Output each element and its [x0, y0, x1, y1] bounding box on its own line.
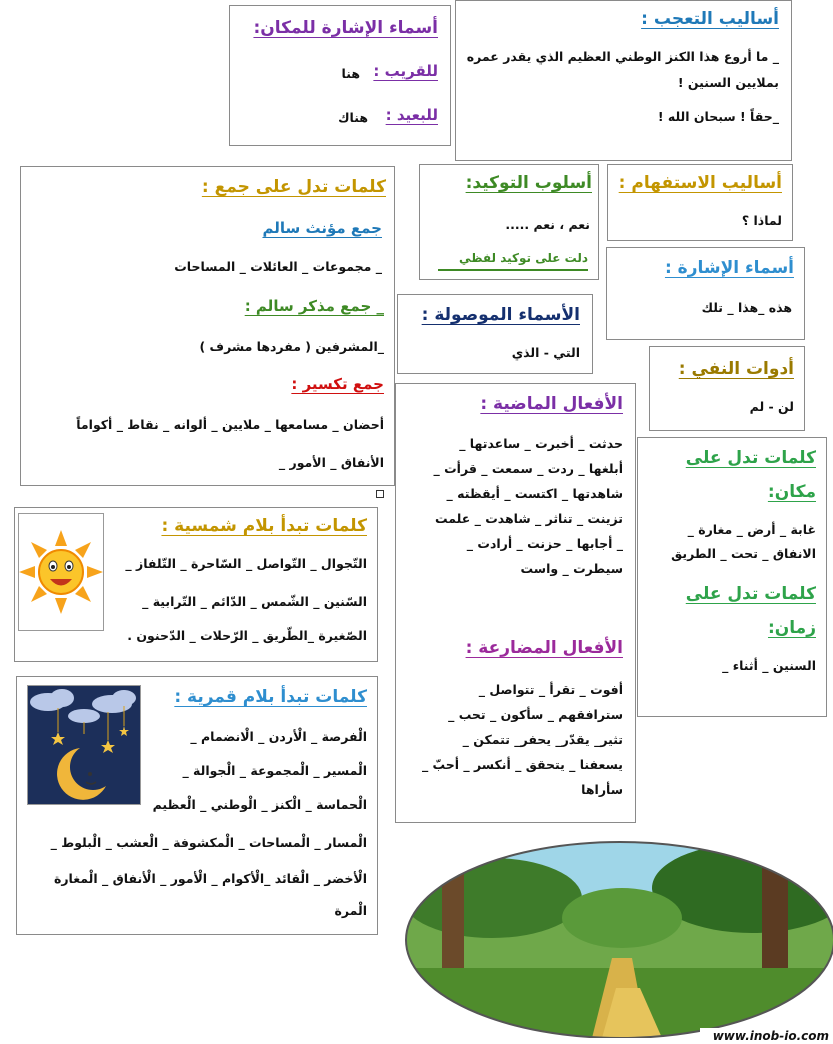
negation-line: لن - لم	[749, 399, 794, 414]
place-demonstratives-box	[229, 5, 451, 146]
emphasis-line: نعم ، نعم .....	[505, 217, 590, 232]
place-words-line-1: غابة _ أرض _ مغارة _	[687, 522, 816, 537]
present-verbs-line-5: سأراها	[581, 782, 623, 797]
negation-title: أدوات النفي :	[678, 359, 794, 379]
sound-masculine-plural-line: _المشرفين ( مفردها مشرف )	[199, 339, 384, 354]
demonstratives-title: أسماء الإشارة :	[664, 258, 794, 278]
present-verbs-line-3: تثير_ يقدّر_ يحفر_ تتمكن _	[462, 732, 623, 747]
past-verbs-line-2: أبلغها _ ردت _ سمعت _ قرأت _	[433, 461, 623, 476]
sun-letters-box	[14, 507, 378, 662]
near-label: للقريب :	[373, 62, 438, 80]
past-verbs-line-5: _ أجابها _ حزنت _ أرادت _	[466, 536, 623, 551]
watermark-text: www.inob-io.com	[712, 1029, 829, 1043]
emphasis-note: دلت على توكيد لفظي	[459, 251, 588, 265]
sun-letters-line-1: التّجوال _ التّواصل _ السّاحرة _ التّلفاز _	[125, 556, 367, 571]
present-verbs-line-2: سترافقهم _ سأكون _ تحب _	[448, 707, 623, 722]
moon-icon	[28, 686, 140, 804]
interrogative-box	[607, 164, 793, 241]
exclamation-box	[455, 0, 792, 161]
time-words-title-2: زمان:	[767, 618, 816, 638]
past-verbs-line-4: تزينت _ تناثر _ شاهدت _ علمت	[434, 511, 623, 526]
sun-image	[18, 513, 104, 631]
relative-pronouns-line: التي - الذي	[511, 345, 580, 360]
watermark-bar	[700, 1028, 833, 1044]
moon-letters-box	[16, 676, 378, 935]
exclamation-title: أساليب التعجب :	[641, 9, 779, 29]
place-time-words-box	[637, 437, 827, 717]
present-verbs-line-1: أفوت _ تقرأ _ تتواصل _	[478, 682, 623, 697]
broken-plural-line-2: الأنفاق _ الأمور _	[278, 455, 384, 470]
past-verbs-line-3: شاهدتها _ اكتست _ أيقظته _	[446, 486, 623, 501]
present-verbs-title: الأفعال المضارعة :	[465, 638, 623, 658]
demonstratives-box	[606, 247, 805, 340]
moon-letters-title: كلمات تبدأ بلام قمرية :	[174, 687, 367, 707]
interrogative-line: لماذا ؟	[741, 213, 782, 228]
exclamation-line-2: بملايين السنين !	[677, 75, 779, 90]
past-verbs-line-1: حدثت _ أخبرت _ ساعدتها _	[459, 436, 623, 451]
place-demonstratives-title: أسماء الإشارة للمكان:	[253, 18, 438, 38]
relative-pronouns-title: الأسماء الموصولة :	[421, 305, 580, 325]
exclamation-line-1: _ ما أروع هذا الكنز الوطني العظيم الذي يقدر عمره	[466, 49, 779, 64]
broken-plural-line-1: أحضان _ مسامعها _ ملايين _ ألوانه _ نقاط _ أكواماً	[76, 417, 384, 432]
plural-title: كلمات تدل على جمع :	[201, 177, 386, 197]
past-verbs-title: الأفعال الماضية :	[480, 394, 623, 414]
moon-letters-line-2: الْمسير _ الْمجموعة _ الْجوالة _	[182, 763, 367, 778]
sun-letters-title: كلمات تبدأ بلام شمسية :	[161, 516, 367, 536]
forest-icon	[402, 838, 833, 1038]
time-words-line: السنين _ أثناء _	[722, 658, 816, 673]
moon-letters-line-3: الْحماسة _ الْكنز _ الْوطني _ الْعظيم	[152, 797, 367, 812]
broken-plural-title: جمع تكسير :	[291, 375, 384, 393]
moon-letters-line-5: الْأخضر _ الْقائد _الْأكوام _ الْأمور _ الْأنفاق _ الْمغارة	[53, 871, 367, 886]
demonstratives-line: هذه _هذا _ تلك	[701, 300, 792, 315]
moon-letters-line-6: الْمرة	[334, 903, 367, 918]
forest-illustration	[402, 838, 833, 1038]
exclamation-line-3: _حقاً ! سبحان الله !	[657, 109, 779, 124]
emphasis-title: أسلوب التوكيد:	[465, 173, 592, 193]
place-words-title-2: مكان:	[767, 482, 816, 502]
emphasis-box	[419, 164, 599, 280]
moon-letters-line-1: الْفرصة _ الْأردن _ الْانضمام _	[190, 729, 367, 744]
near-value: هنا	[341, 66, 360, 81]
negation-box	[649, 346, 805, 431]
interrogative-title: أساليب الاستفهام :	[618, 173, 782, 193]
sound-feminine-plural-line: _ مجموعات _ العائلات _ المساحات	[174, 259, 382, 274]
past-verbs-line-6: سيطرت _ واست	[520, 561, 623, 576]
far-label: للبعيد :	[385, 106, 438, 124]
relative-pronouns-box	[397, 294, 593, 374]
sun-icon	[19, 514, 103, 630]
sun-letters-line-3: الصّغيرة _الطّريق _ الرّحلات _ الدّحنون .	[127, 628, 367, 643]
sound-masculine-plural-title: _ جمع مذكر سالم :	[244, 297, 384, 315]
moon-letters-line-4: الْمسار _ الْمساحات _ الْمكشوفة _ الْعشب _ الْبلوط _	[50, 835, 367, 850]
moon-image	[27, 685, 141, 805]
small-square-marker	[376, 490, 384, 498]
sun-letters-line-2: السّنين _ الشّمس _ الدّائم _ التّرابية _	[142, 594, 367, 609]
sound-feminine-plural-title: جمع مؤنث سالم	[262, 219, 382, 237]
place-words-title-1: كلمات تدل على	[685, 448, 816, 468]
plural-words-box	[20, 166, 395, 486]
present-verbs-line-4: يسعفنا _ يتحقق _ أنكسر _ أحبّ _	[421, 757, 623, 772]
far-value: هناك	[338, 110, 368, 125]
verbs-box	[395, 383, 636, 823]
emphasis-underline	[438, 269, 588, 271]
place-words-line-2: الانفاق _ تحت _ الطريق	[671, 546, 816, 561]
time-words-title-1: كلمات تدل على	[685, 584, 816, 604]
